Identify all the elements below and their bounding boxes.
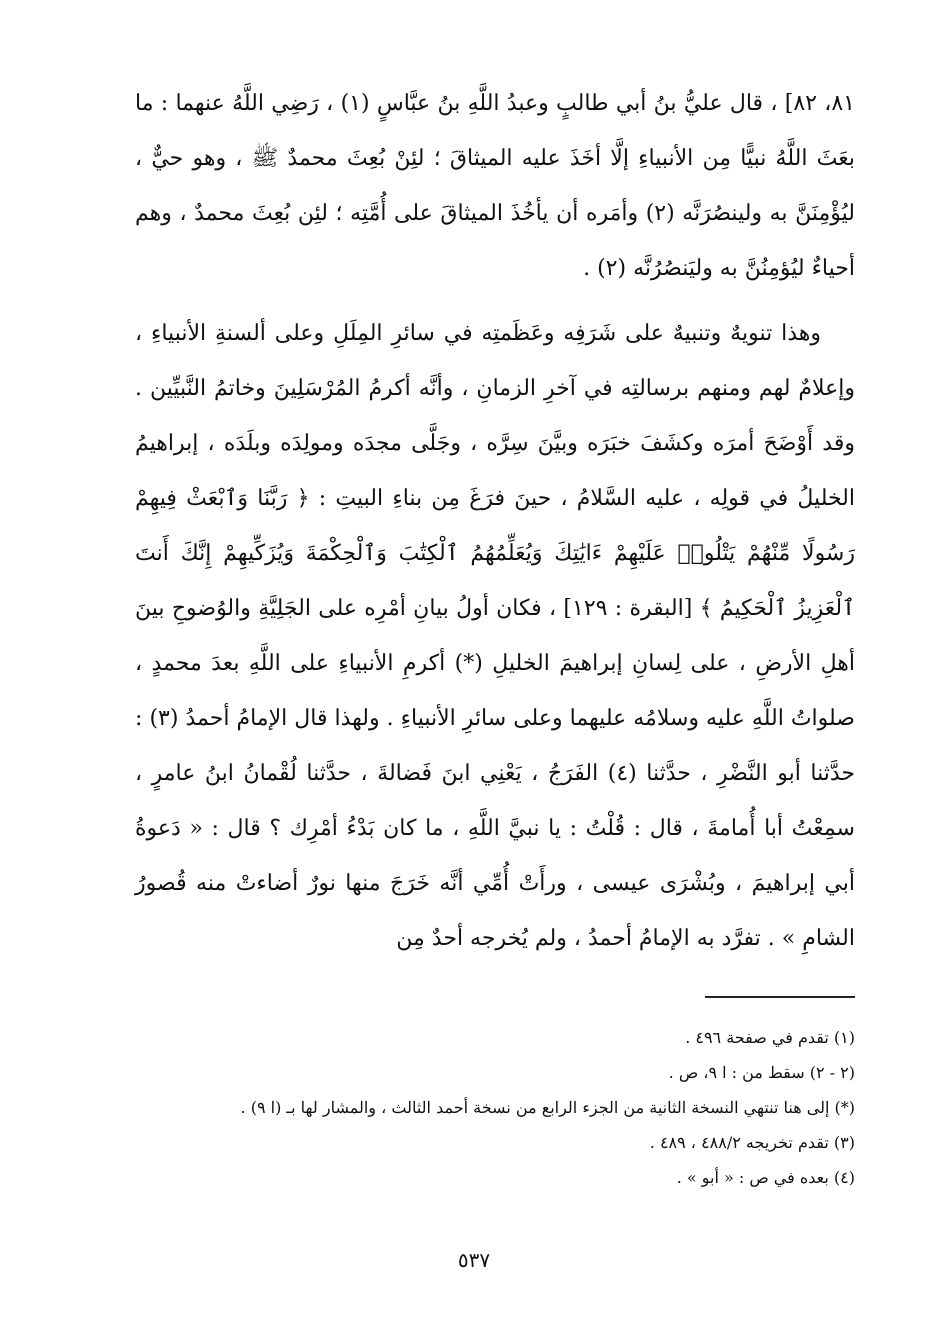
footnote-2: (٢ - ٢) سقط من : ا ٩، ص . <box>668 1063 855 1082</box>
main-text <box>135 76 855 966</box>
page-number: ٥٣٧ <box>457 1248 491 1272</box>
footnote-4: (٤) بعده في ص : « أبو » . <box>676 1168 855 1187</box>
footnote-1: (١) تقدم في صفحة ٤٩٦ . <box>685 1028 855 1047</box>
footnote-3: (٣) تقدم تخريجه ٤٨٨/٢ ، ٤٨٩ . <box>649 1133 855 1152</box>
paragraph-1: ٨١، ٨٢] ، قال عليُّ بنُ أبي طالبٍ وعبدُ اللَّهِ بنُ عبَّاسٍ (١) ، رَضِي اللَّهُ عنهما : ما بعَثَ اللَّهُ نبيًّا مِن الأنبياءِ إلَّا أخَذَ عليه الميثاقَ ؛ لئِنْ بُعِثَ محمدٌ ﷺ ، وهو حيٌّ ، ليُؤْمِنَنَّ به ولينصُرَنَّه (٢) وأمَره أن يأخُذَ الميثاقَ على أُمَّتِه ؛ لئِن بُعِثَ محمدٌ ، وهم أحياءٌ ليُؤمِنُنَّ به وليَنصُرُنَّه (٢) . <box>135 91 855 281</box>
footnote-separator <box>705 996 855 998</box>
footnotes <box>135 1020 855 1195</box>
paragraph-2: وهذا تنويهٌ وتنبيهٌ على شَرَفِه وعَظَمتِه في سائرِ المِلَلِ وعلى ألسنةِ الأنبياءِ ، وإعلامٌ لهم ومنهم برسالتِه في آخرِ الزمانِ ، وأنَّه أكرمُ المُرْسَلِينَ وخاتمُ النَّبيِّين . وقد أَوْضَحَ أمرَه وكشَفَ خبَرَه وبيَّنَ سِرَّه ، وجَلَّى مجدَه ومولِدَه وبلَدَه ، إبراهيمُ الخليلُ في قولِه ، عليه السَّلامُ ، حينَ فرَغَ مِن بناءِ البيتِ : ﴿ رَبَّنَا وَٱبْعَثْ فِيهِمْ رَسُولًا مِّنْهُمْ يَتْلُوا۟ عَلَيْهِمْ ءَايَٰتِكَ وَيُعَلِّمُهُمُ ٱلْكِتَٰبَ وَٱلْحِكْمَةَ وَيُزَكِّيهِمْ إِنَّكَ أَنتَ ٱلْعَزِيزُ ٱلْحَكِيمُ ﴾ [البقرة : ١٢٩] ، فكان أولُ بيانِ أمْرِه على الجَلِيَّةِ والوُضوحِ بينَ أهلِ الأرضِ ، على لِسانِ إبراهيمَ الخليلِ (*) أكرمِ الأنبياءِ على اللَّهِ بعدَ محمدٍ ، صلواتُ اللَّهِ عليه وسلامُه عليهما وعلى سائرِ الأنبياءِ . ولهذا قال الإمامُ أحمدُ (٣) : حدَّثنا أبو النَّضْرِ ، حدَّثنا (٤) الفَرَجُ ، يَعْنِي ابنَ فَضالةَ ، حدَّثنا لُقْمانُ ابنُ عامرٍ ، سمِعْتُ أبا أُمامةَ ، قال : قُلْتُ : يا نبيَّ اللَّهِ ، ما كان بَدْءُ أمْرِك ؟ قال : « دَعوةُ أبي إبراهيمَ ، وبُشْرَى عيسى ، ورأَتْ أُمِّي أنَّه خَرَجَ منها نورٌ أضاءتْ منه قُصورُ الشامِ » . تفرَّد به الإمامُ أحمدُ ، ولم يُخرجه أحدٌ مِن <box>135 321 855 951</box>
footnote-star: (*) إلى هنا تنتهي النسخة الثانية من الجزء الرابع من نسخة أحمد الثالث ، والمشار لها بـ (ا ٩) . <box>240 1098 855 1117</box>
